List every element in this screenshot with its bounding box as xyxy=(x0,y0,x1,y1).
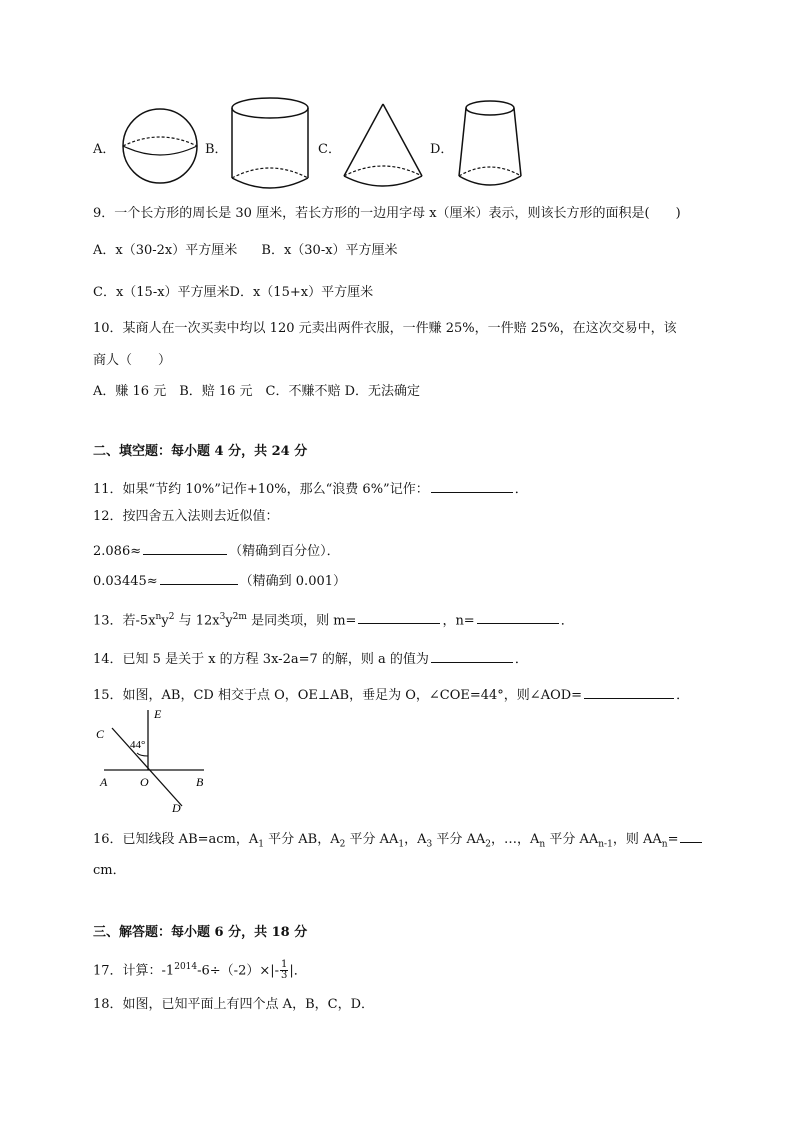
q12-part1 xyxy=(93,540,340,561)
q12-part1-blank[interactable] xyxy=(143,540,227,555)
fig15-label-angle: 44° xyxy=(130,739,146,751)
q16-sub-4: 3 xyxy=(426,839,433,850)
q9-option-a: A．x（30-2x）平方厘米 xyxy=(93,243,238,258)
q13-with: 与 12x xyxy=(174,613,220,629)
q15-end: ． xyxy=(676,688,690,703)
q13-n-label: ，n= xyxy=(442,613,475,629)
q16-sub-3: 1 xyxy=(398,839,405,850)
q15 xyxy=(93,684,689,705)
q18: 18．如图，已知平面上有四个点 A，B，C，D． xyxy=(93,997,374,1012)
q13-exp-3: 3 xyxy=(219,612,226,622)
q13-m-label: 是同类项，则 m= xyxy=(246,613,357,629)
fig15-label-o: O xyxy=(140,775,149,789)
q11-answer-blank[interactable] xyxy=(431,478,513,493)
q13-exp-n: n xyxy=(155,612,162,622)
q16-part-f: ，…，A xyxy=(491,832,540,847)
q13-exp-2: 2 xyxy=(168,612,175,622)
q9-options-row2 xyxy=(93,284,373,302)
q15-figure xyxy=(96,706,216,814)
q10-stem-line2: 商人（ ） xyxy=(93,353,172,368)
q17-part-b: -6÷（-2）×|- xyxy=(197,963,280,979)
q17 xyxy=(93,958,307,981)
section-fill-heading: 二、填空题：每小题 4 分，共 24 分 xyxy=(93,444,308,459)
q16-sub-1: 1 xyxy=(258,839,264,850)
q13 xyxy=(93,608,574,630)
q9-option-c: C．x（15-x）平方厘米 xyxy=(93,285,230,300)
q16-part-d: ，A xyxy=(404,832,427,847)
fig15-label-d: D xyxy=(172,801,181,815)
q17-denominator: 3 xyxy=(281,970,288,982)
q13-n-blank[interactable] xyxy=(477,609,559,624)
q9-option-d: D．x（15+x）平方厘米 xyxy=(229,285,374,300)
q14-end: ． xyxy=(514,652,528,667)
q9-stem: 9．一个长方形的周长是 30 厘米，若长方形的一边用字母 x（厘米）表示，则该长方形的面积是( ) xyxy=(93,206,681,221)
q16-sub-5: 2 xyxy=(485,839,492,850)
q16-part-g: 平分 AA xyxy=(545,832,599,847)
fig15-label-c: C xyxy=(96,727,105,741)
q16-part-i: = xyxy=(667,832,679,847)
q16-sub-2: 2 xyxy=(339,839,346,850)
q16-sub-6: n xyxy=(539,839,546,850)
q12-part2-blank[interactable] xyxy=(160,570,238,585)
q15-answer-blank[interactable] xyxy=(584,684,674,699)
q12-part2-note: （精确到 0.001） xyxy=(239,574,347,589)
q16-part-b: 平分 AB，A xyxy=(264,832,340,847)
q16-answer-blank[interactable] xyxy=(680,828,702,843)
option-b-label: B． xyxy=(205,142,228,157)
q17-part-a: 17．计算：-1 xyxy=(93,963,175,979)
q13-exp-2m: 2m xyxy=(232,612,247,622)
q16-sub-8: n xyxy=(661,839,668,850)
frustum-figure xyxy=(456,98,526,190)
sphere-figure xyxy=(120,106,200,190)
q12: 12．按四舍五入法则去近似值： xyxy=(93,509,279,524)
q17-numerator: 1 xyxy=(281,959,288,971)
q16-part-e: 平分 AA xyxy=(432,832,486,847)
q9-option-b: B．x（30-x）平方厘米 xyxy=(261,243,398,258)
q16-unit: cm． xyxy=(93,863,126,878)
q13-y1: y xyxy=(161,613,169,629)
q10-options: A．赚 16 元 B．赔 16 元 C．不赚不赔 D．无法确定 xyxy=(93,384,421,399)
q17-exponent: 2014 xyxy=(174,962,198,972)
cone-figure xyxy=(340,102,426,190)
q13-m-blank[interactable] xyxy=(358,609,440,624)
q14-text: 14．已知 5 是关于 x 的方程 3x-2a=7 的解，则 a 的值为 xyxy=(93,652,429,667)
q10-stem-line1: 10．某商人在一次买卖中均以 120 元卖出两件衣服，一件赚 25%，一件赔 25%，在这次交易中，该 xyxy=(93,321,677,336)
q16 xyxy=(93,828,704,854)
section-solve-heading: 三、解答题：每小题 6 分，共 18 分 xyxy=(93,925,308,940)
option-d-label: D． xyxy=(430,142,454,157)
q12-part1-note: （精确到百分位）． xyxy=(229,544,340,559)
fig15-label-b: B xyxy=(196,775,204,789)
fig15-label-a: A xyxy=(100,775,108,789)
option-c-label: C． xyxy=(318,142,341,157)
q11-end: ． xyxy=(514,482,528,497)
q14 xyxy=(93,648,528,669)
q12-part1-text: 2.086≈ xyxy=(93,544,142,559)
fig15-label-e: E xyxy=(154,707,162,721)
q9-options-row1 xyxy=(93,242,398,260)
option-a-label: A． xyxy=(93,142,116,157)
q13-end: ． xyxy=(560,613,574,629)
q12-part2 xyxy=(93,570,346,591)
q15-text: 15．如图，AB，CD 相交于点 O，OE⊥AB，垂足为 O，∠COE=44°，则∠AOD= xyxy=(93,688,583,703)
cylinder-figure xyxy=(228,96,312,192)
q16-sub-7: n-1 xyxy=(598,839,613,850)
q13-y2: y xyxy=(225,613,233,629)
q16-part-a: 16．已知线段 AB=acm，A xyxy=(93,832,259,847)
q17-part-c: |． xyxy=(289,963,307,979)
q14-answer-blank[interactable] xyxy=(431,648,513,663)
q16-part-h: ，则 AA xyxy=(612,832,662,847)
q13-prefix: 13．若-5x xyxy=(93,613,156,629)
q17-fraction xyxy=(280,960,288,981)
q11 xyxy=(93,478,528,499)
q16-part-c: 平分 AA xyxy=(345,832,399,847)
q12-part2-text: 0.03445≈ xyxy=(93,574,158,589)
q11-text: 11．如果“节约 10%”记作+10%，那么“浪费 6%”记作： xyxy=(93,482,429,497)
